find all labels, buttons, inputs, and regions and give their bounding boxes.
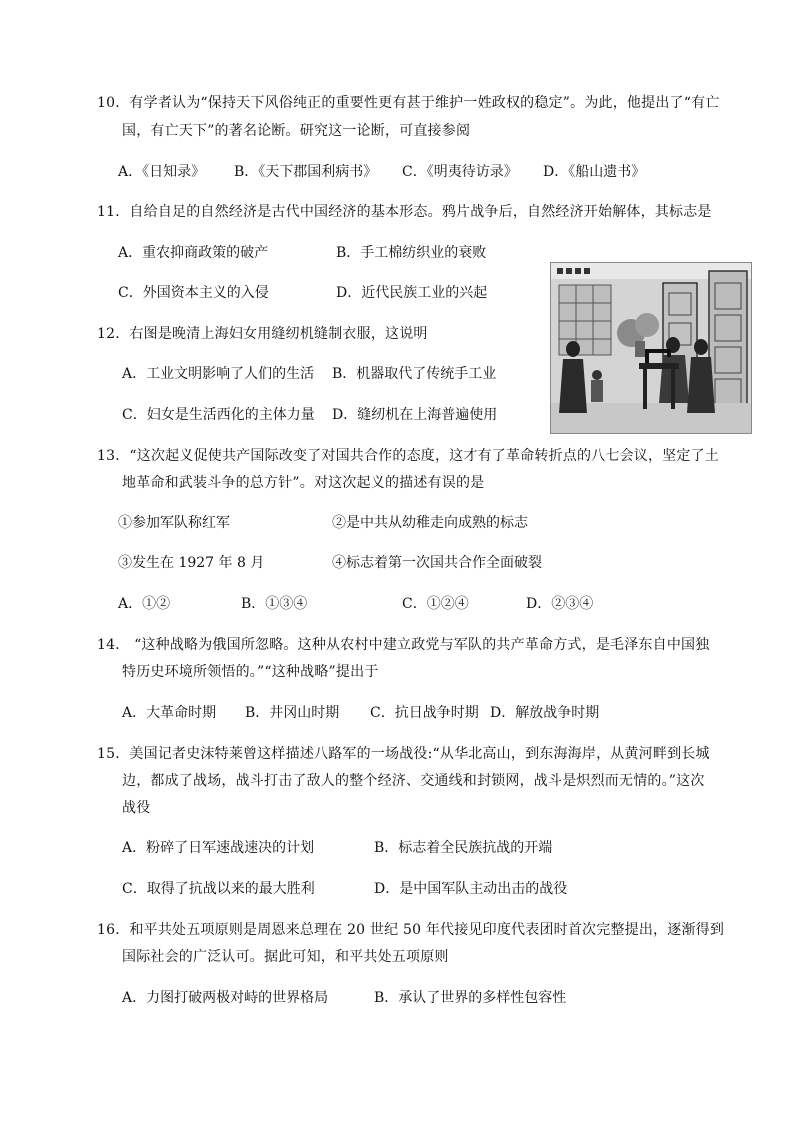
q13-item-2: ②是中共从幼稚走向成熟的标志 [332,515,528,531]
q12-option-c: C．妇女是生活西化的主体力量 [122,407,315,423]
q13-item-4: ④标志着第一次国共合作全面破裂 [332,555,542,571]
q12-option-d: D．缝纫机在上海普遍使用 [332,407,498,423]
q14-option-a: A．大革命时期 [122,705,217,721]
q11-option-c: C．外国资本主义的入侵 [118,285,269,301]
q15-option-b: B．标志着全民族抗战的开端 [374,840,553,856]
q11-option-a: A．重农抑商政策的破产 [118,245,269,261]
q16-stem-line-2: 国际社会的广泛认可。据此可知，和平共处五项原则 [122,949,449,965]
q15-stem-line-1: 15．美国记者史沫特莱曾这样描述八路军的一场战役:“从华北高山，到东海海岸，从黄河畔到长城 [97,746,710,762]
q13-option-b: B．①③④ [241,596,308,612]
q16-stem-line-1: 16．和平共处五项原则是周恩来总理在 20 世纪 50 年代接见印度代表团时首次完整提出，逐渐得到 [97,922,725,938]
q15-stem-line-3: 战役 [122,800,151,816]
q14-option-b: B．井冈山时期 [245,705,340,721]
q14-stem-line-1: 14． “这种战略为俄国所忽略。这种从农村中建立政党与军队的共产革命方式，是毛泽东自中国独 [97,637,710,653]
q10-option-b: B．《天下郡国利病书》 [234,164,378,180]
q14-option-c: C．抗日战争时期 [370,705,479,721]
q13-option-a: A．①② [118,596,171,612]
q10-option-c: C．《明夷待访录》 [402,164,518,180]
q11-option-d: D．近代民族工业的兴起 [336,285,488,301]
q14-option-d: D．解放战争时期 [490,705,600,721]
q15-option-d: D．是中国军队主动出击的战役 [374,881,568,897]
q15-option-a: A．粉碎了日军速战速决的计划 [122,840,315,856]
q13-item-3: ③发生在 1927 年 8 月 [118,555,265,571]
q12-option-b: B．机器取代了传统手工业 [332,366,497,382]
q13-item-1: ①参加军队称红军 [118,515,230,531]
q15-stem-line-2: 边，都成了战场，战斗打击了敌人的整个经济、交通线和封锁网，战斗是炽烈而无情的。”这次 [122,773,705,789]
q10-option-d: D．《船山遗书》 [543,164,646,180]
q16-option-a: A．力图打破两极对峙的世界格局 [122,990,329,1006]
q11-stem-line-1: 11．自给自足的自然经济是古代中国经济的基本形态。鸦片战争后，自然经济开始解体，其标志是 [97,204,712,220]
q14-stem-line-2: 特历史环境所领悟的。”“这种战略”提出于 [122,664,379,680]
q10-stem-line-1: 10．有学者认为“保持天下风俗纯正的重要性更有甚于维护一姓政权的稳定”。为此，他提出了“有亡 [97,95,720,111]
q13-stem-line-2: 地革命和武装斗争的总方针”。对这次起义的描述有误的是 [122,475,485,491]
q13-stem-line-1: 13．“这次起义促使共产国际改变了对国共合作的态度，这才有了革命转折点的八七会议，坚定了土 [97,448,719,464]
q11-option-b: B．手工棉纺织业的衰败 [336,245,487,261]
q13-option-d: D．②③④ [526,596,594,612]
q12-option-a: A．工业文明影响了人们的生活 [122,366,315,382]
q15-option-c: C．取得了抗战以来的最大胜利 [122,881,315,897]
q10-option-a: A．《日知录》 [118,164,206,180]
q13-option-c: C．①②④ [402,596,469,612]
q16-option-b: B．承认了世界的多样性包容性 [374,990,567,1006]
q12-stem-line-1: 12．右图是晚清上海妇女用缝纫机缝制衣服，这说明 [97,326,428,342]
q10-stem-line-2: 国，有亡天下”的著名论断。研究这一论断，可直接参阅 [122,123,471,139]
sewing-machine-illustration [550,262,752,434]
